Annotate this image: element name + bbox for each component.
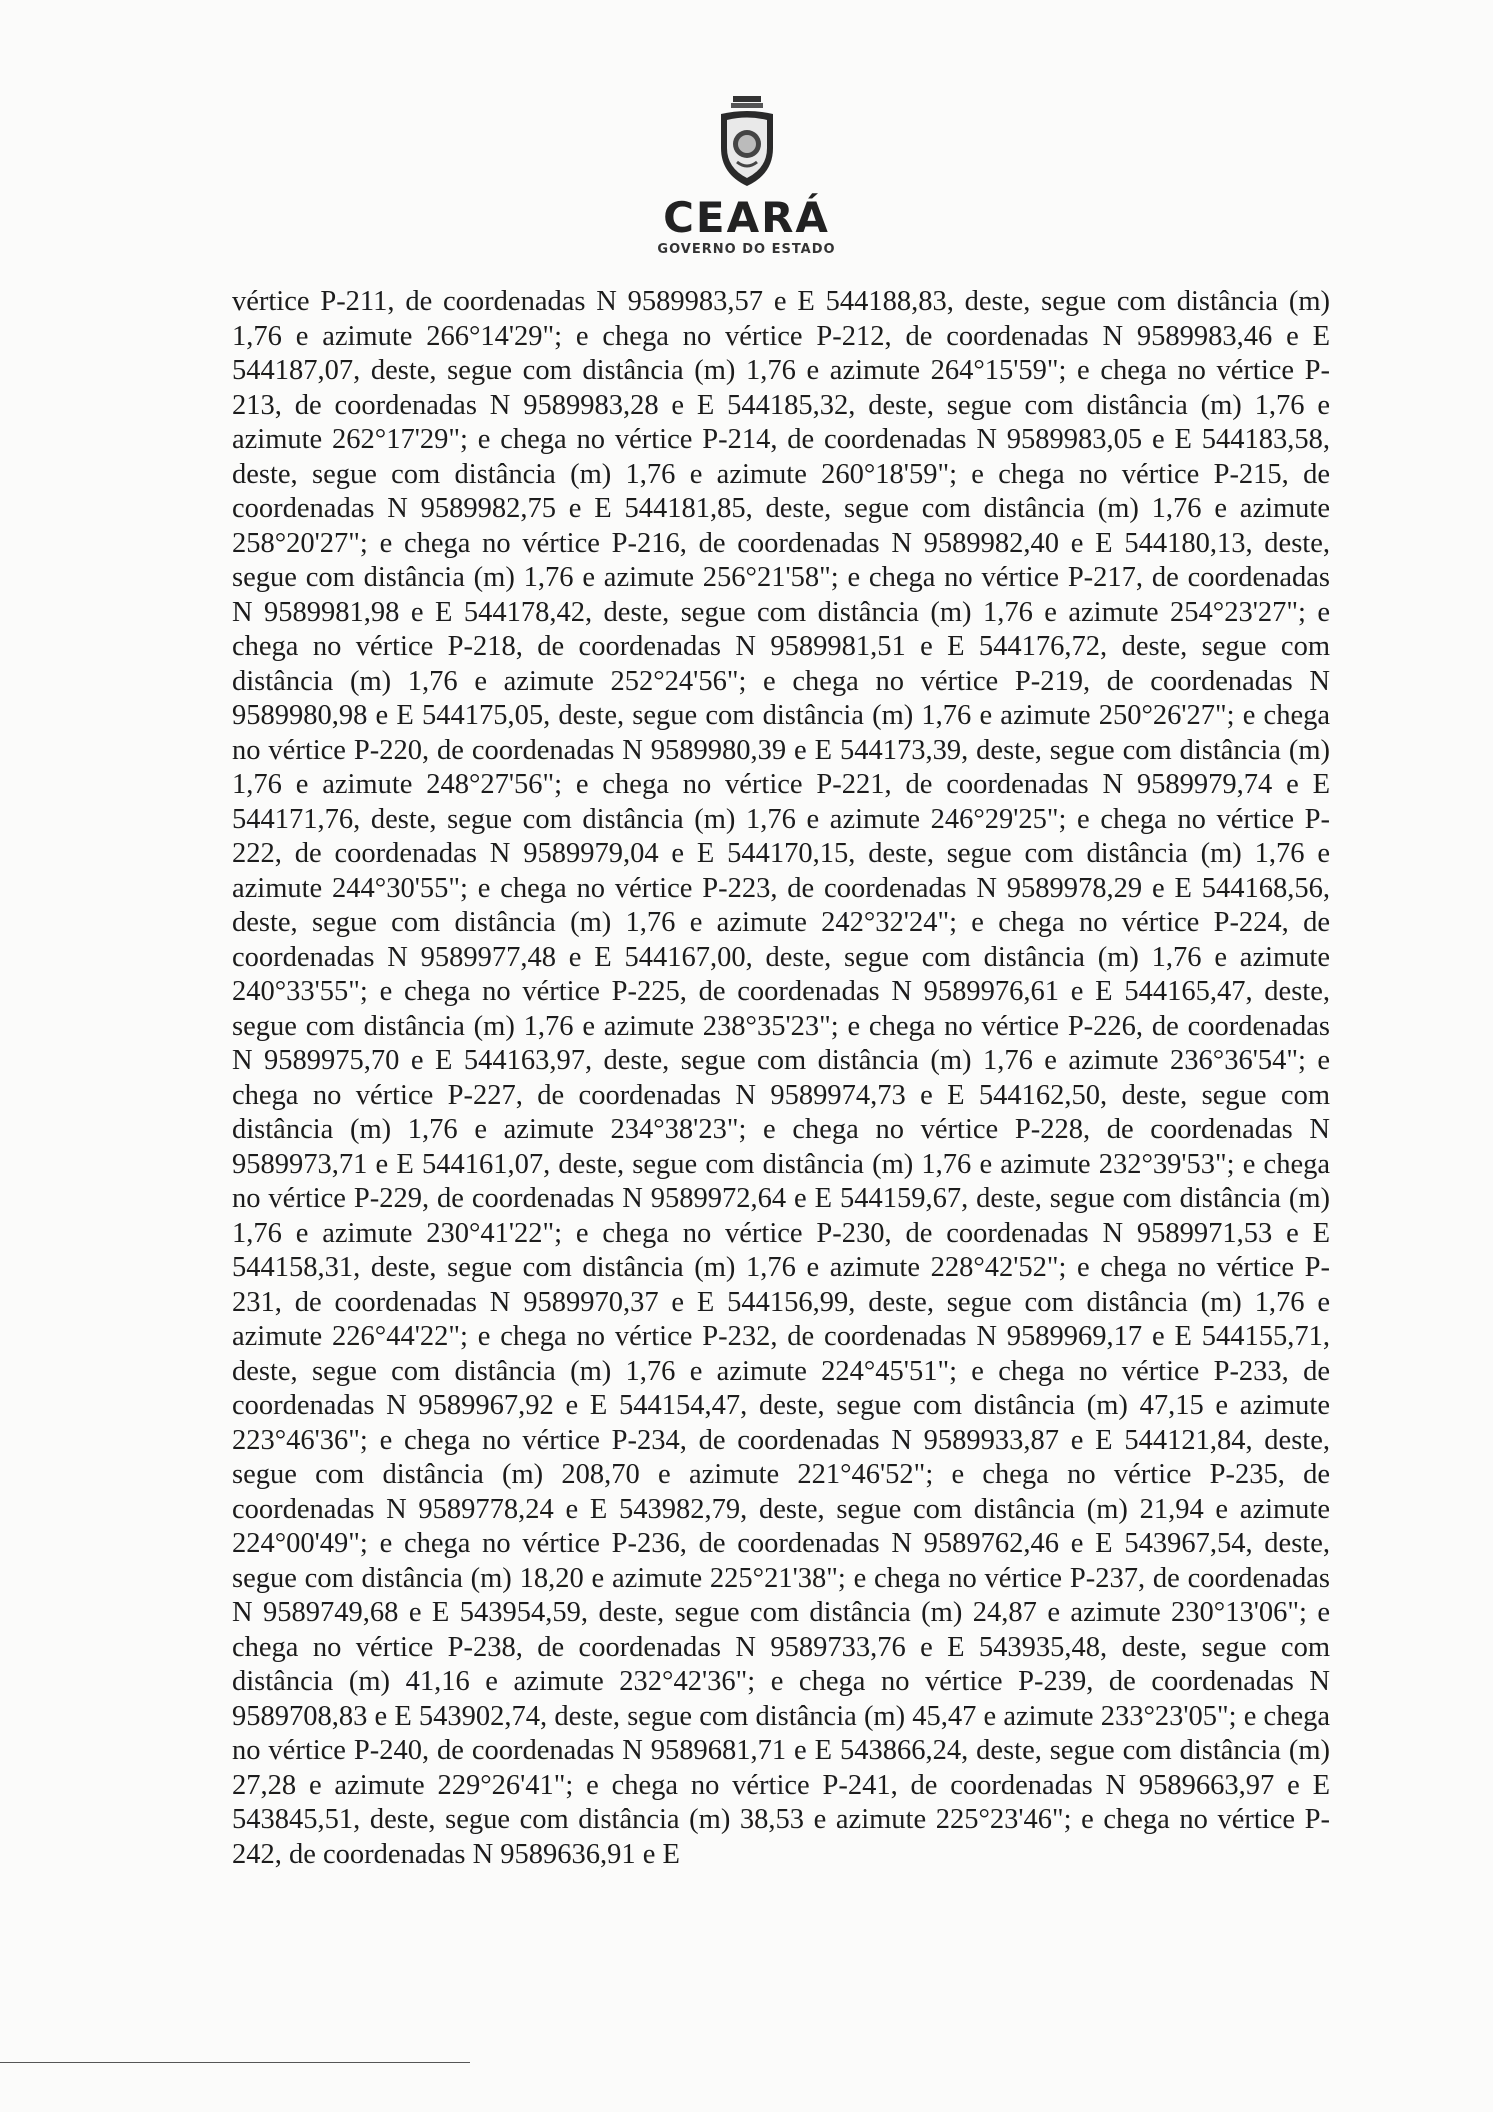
body-paragraph: vértice P-211, de coordenadas N 9589983,57 e E 544188,83, deste, segue com distância (m) 1,76 e azimute 266°14'29"; e chega no vértice P-212, de coordenadas N 9589983,46 e E 544187,07, deste, segue com distância (m) 1,76 e azimute 264°15'59"; e chega no vértice P-213, de coordenadas N 9589983,28 e E 544185,32, deste, segue com distância (m) 1,76 e azimute 262°17'29"; e chega no vértice P-214, de coordenadas N 9589983,05 e E 544183,58, deste, segue com distância (m) 1,76 e azimute 260°18'59"; e chega no vértice P-215, de coordenadas N 9589982,75 e E 544181,85, deste, segue com distância (m) 1,76 e azimute 258°20'27"; e chega no vértice P-216, de coordenadas N 9589982,40 e E 544180,13, deste, segue com distância (m) 1,76 e azimute 256°21'58"; e chega no vértice P-217, de coordenadas N 9589981,98 e E 544178,42, deste, segue com distância (m) 1,76 e azimute 254°23'27"; e chega no vértice P-218, de coordenadas N 9589981,51 e E 544176,72, deste, segue com distância (m) 1,76 e azimute 252°24'56"; e chega no vértice P-219, de coordenadas N 9589980,98 e E 544175,05, deste, segue com distância (m) 1,76 e azimute 250°26'27"; e chega no vértice P-220, de coordenadas N 9589980,39 e E 544173,39, deste, segue com distância (m) 1,76 e azimute 248°27'56"; e chega no vértice P-221, de coordenadas N 9589979,74 e E 544171,76, deste, segue com distância (m) 1,76 e azimute 246°29'25"; e chega no vértice P-222, de coordenadas N 9589979,04 e E 544170,15, deste, segue com distância (m) 1,76 e azimute 244°30'55"; e chega no vértice P-223, de coordenadas N 9589978,29 e E 544168,56, deste, segue com distância (m) 1,76 e azimute 242°32'24"; e chega no vértice P-224, de coordenadas N 9589977,48 e E 544167,00, deste, segue com distância (m) 1,76 e azimute 240°33'55"; e chega no vértice P-225, de coordenadas N 9589976,61 e E 544165,47, deste, segue com distância (m) 1,76 e azimute 238°35'23"; e chega no vértice P-226, de coordenadas N 9589975,70 e E 544163,97, deste, segue com distância (m) 1,76 e azimute 236°36'54"; e chega no vértice P-227, de coordenadas N 9589974,73 e E 544162,50, deste, segue com distância (m) 1,76 e azimute 234°38'23"; e chega no vértice P-228, de coordenadas N 9589973,71 e E 544161,07, deste, segue com distância (m) 1,76 e azimute 232°39'53"; e chega no vértice P-229, de coordenadas N 9589972,64 e E 544159,67, deste, segue com distância (m) 1,76 e azimute 230°41'22"; e chega no vértice P-230, de coordenadas N 9589971,53 e E 544158,31, deste, segue com distância (m) 1,76 e azimute 228°42'52"; e chega no vértice P-231, de coordenadas N 9589970,37 e E 544156,99, deste, segue com distância (m) 1,76 e azimute 226°44'22"; e chega no vértice P-232, de coordenadas N 9589969,17 e E 544155,71, deste, segue com distância (m) 1,76 e azimute 224°45'51"; e chega no vértice P-233, de coordenadas N 9589967,92 e E 544154,47, deste, segue com distância (m) 47,15 e azimute 223°46'36"; e chega no vértice P-234, de coordenadas N 9589933,87 e E 544121,84, deste, segue com distância (m) 208,70 e azimute 221°46'52"; e chega no vértice P-235, de coordenadas N 9589778,24 e E 543982,79, deste, segue com distância (m) 21,94 e azimute 224°00'49"; e chega no vértice P-236, de coordenadas N 9589762,46 e E 543967,54, deste, segue com distância (m) 18,20 e azimute 225°21'38"; e chega no vértice P-237, de coordenadas N 9589749,68 e E 543954,59, deste, segue com distância (m) 24,87 e azimute 230°13'06"; e chega no vértice P-238, de coordenadas N 9589733,76 e E 543935,48, deste, segue com distância (m) 41,16 e azimute 232°42'36"; e chega no vértice P-239, de coordenadas N 9589708,83 e E 543902,74, deste, segue com distância (m) 45,47 e azimute 233°23'05"; e chega no vértice P-240, de coordenadas N 9589681,71 e E 543866,24, deste, segue com distância (m) 27,28 e azimute 229°26'41"; e chega no vértice P-241, de coordenadas N 9589663,97 e E 543845,51, deste, segue com distância (m) 38,53 e azimute 225°23'46"; e chega no vértice P-242, de coordenadas N 9589636,91 e E <box>232 286 1330 1870</box>
footer-divider <box>0 2062 470 2063</box>
state-coat-of-arms-icon <box>707 92 787 192</box>
document-body <box>232 285 1330 1872</box>
brand-name: CEARÁ <box>663 193 830 242</box>
brand-subtitle: GOVERNO DO ESTADO <box>657 242 836 257</box>
letterhead <box>0 92 1493 257</box>
